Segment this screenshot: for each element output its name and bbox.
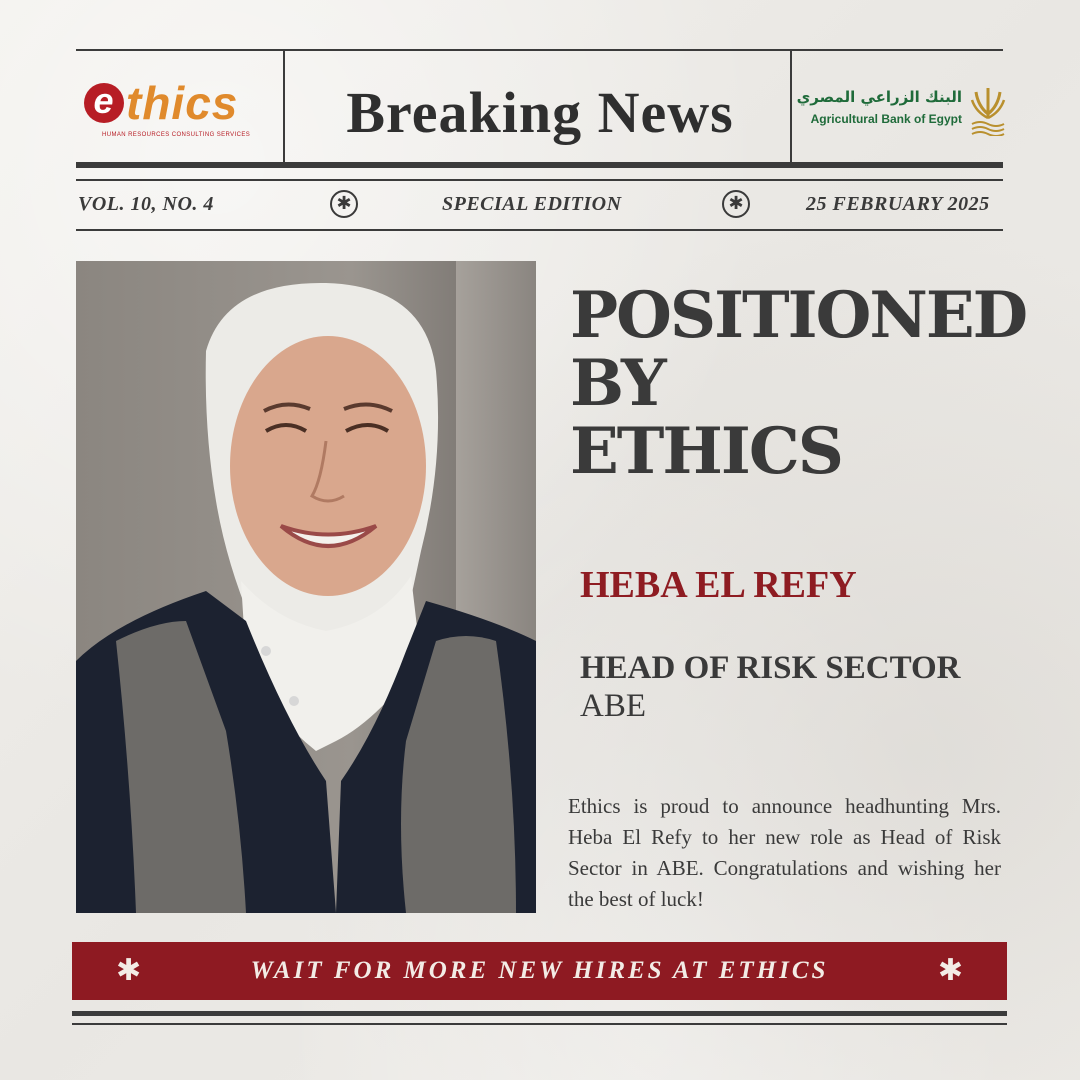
headline-line-3: ETHICS [570, 414, 842, 489]
footer-banner [72, 942, 1007, 1000]
headline [570, 278, 1040, 489]
asterisk-circle-icon: ✱ [330, 190, 358, 218]
ethics-wordmark: e thics [84, 80, 238, 126]
person-organization: ABE [580, 688, 646, 724]
ethics-logo [84, 77, 274, 142]
strip-top-rule [76, 179, 1003, 181]
bottom-rule-thin [72, 1023, 1007, 1025]
bank-name-arabic: البنك الزراعي المصري [796, 88, 962, 106]
header-divider-right [790, 50, 792, 163]
issue-date: 25 FEBRUARY 2025 [806, 193, 990, 215]
person-role: HEAD OF RISK SECTOR [580, 650, 961, 686]
wheat-emblem-icon [968, 84, 1008, 136]
portrait-photo [76, 261, 536, 913]
asterisk-icon: ✱ [937, 953, 963, 988]
announcement-text: Ethics is proud to announce headhunting Mrs. Heba El Refy to her new role as Head of Risk Sector in ABE. Congratulations and wishing her the best of luck! [568, 794, 1001, 911]
edition-label: SPECIAL EDITION [442, 193, 622, 215]
header-bottom-rule-thick [76, 162, 1003, 168]
person-name: HEBA EL REFY [580, 564, 857, 606]
bottom-rule-thick [72, 1011, 1007, 1016]
headline-line-1: POSITIONED [570, 278, 1027, 353]
ethics-tagline: HUMAN RESOURCES CONSULTING SERVICES [102, 132, 251, 138]
top-rule [76, 49, 1003, 51]
headline-line-2: BY [570, 346, 665, 421]
masthead-title: Breaking News [346, 79, 734, 145]
ethics-e-icon: e [84, 83, 124, 123]
strip-bottom-rule [76, 229, 1003, 231]
volume-number: VOL. 10, NO. 4 [78, 193, 214, 215]
asterisk-icon: ✱ [116, 953, 142, 988]
asterisk-circle-icon: ✱ [722, 190, 750, 218]
header-divider-left [283, 50, 285, 163]
agricultural-bank-logo [796, 84, 1010, 140]
footer-cta: WAIT FOR MORE NEW HIRES AT ETHICS [250, 957, 829, 984]
bank-name-english: Agricultural Bank of Egypt [810, 112, 962, 126]
